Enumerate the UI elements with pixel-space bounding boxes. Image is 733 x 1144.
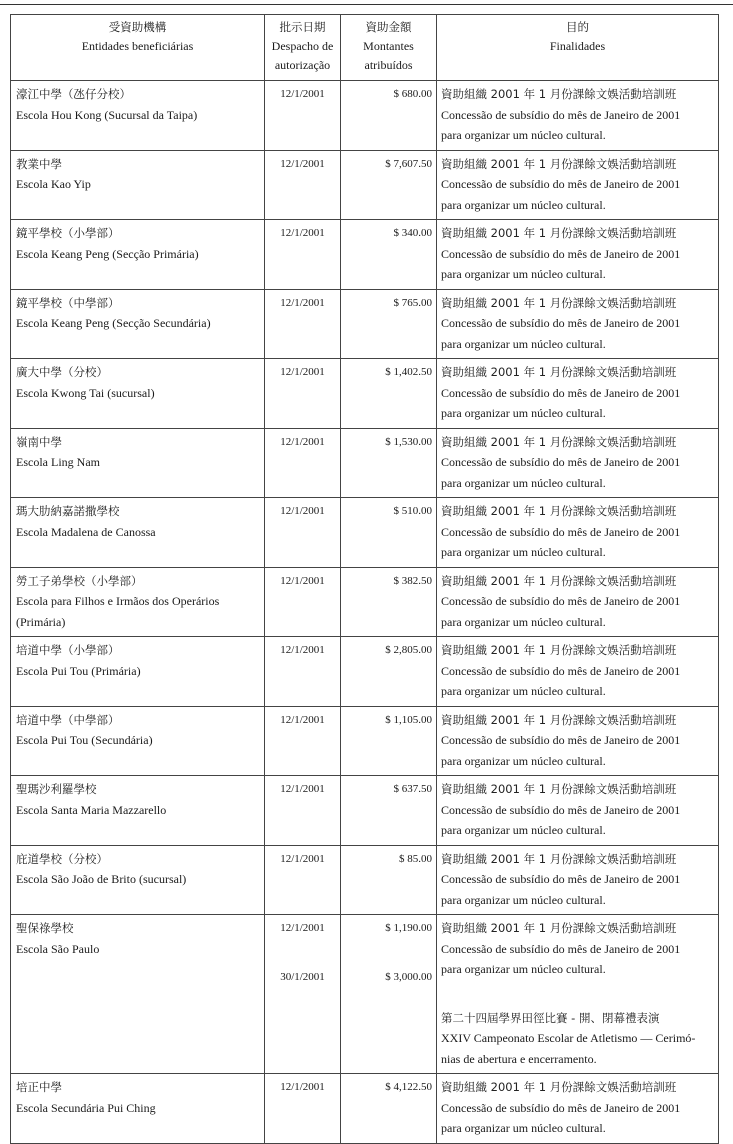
table-row [11, 776, 719, 846]
entity-cell [11, 428, 265, 498]
date-cell [265, 150, 341, 220]
entity-cell [11, 637, 265, 707]
amount-cell [341, 150, 437, 220]
purpose-zh: 資助組織 2001 年 1 月份課餘文娛活動培訓班 [441, 295, 677, 310]
purpose-pt-line2: para organizar um núcleo cultural. [441, 128, 606, 142]
header-date-zh: 批示日期 [279, 20, 326, 34]
date-cell [265, 359, 341, 429]
purpose-cell [437, 81, 719, 151]
subsidy-amount: $ 2,805.00 [385, 644, 432, 656]
purpose-zh: 資助組織 2001 年 1 月份課餘文娛活動培訓班 [441, 156, 677, 171]
header-amount-zh: 資助金額 [365, 20, 412, 34]
purpose-pt-line1: Concessão de subsídio do mês de Janeiro de 2001 [441, 1100, 681, 1115]
purpose-cell [437, 428, 719, 498]
purpose-cell [437, 845, 719, 915]
entity-name-zh: 培道中學（中學部） [16, 712, 120, 727]
authorization-date: 12/1/2001 [280, 88, 325, 100]
purpose-pt-line2: para organizar um núcleo cultural. [441, 684, 606, 698]
authorization-date-2: 30/1/2001 [280, 970, 325, 983]
table-row [11, 498, 719, 568]
entity-name-zh: 勞工子弟學校（小學部） [16, 573, 143, 588]
subsidy-amount: $ 680.00 [393, 88, 432, 100]
purpose-pt-line1: Concessão de subsídio do mês de Janeiro de 2001 [441, 524, 681, 539]
authorization-date: 12/1/2001 [280, 366, 325, 378]
table-row [11, 706, 719, 776]
header-amount-pt1: Montantes [363, 39, 414, 53]
purpose-pt-line1: Concessão de subsídio do mês de Janeiro de 2001 [441, 594, 681, 608]
page-top-rule [0, 4, 733, 5]
entity-name-zh: 瑪大肋納嘉諾撒學校 [16, 504, 120, 518]
purpose-zh: 資助組織 2001 年 1 月份課餘文娛活動培訓班 [441, 851, 677, 866]
purpose-pt-line1: Concessão de subsídio do mês de Janeiro de 2001 [441, 872, 681, 886]
purpose-zh: 資助組織 2001 年 1 月份課餘文娛活動培訓班 [441, 712, 677, 727]
purpose-cell [437, 150, 719, 220]
amount-cell [341, 567, 437, 637]
purpose-zh: 資助組織 2001 年 1 月份課餘文娛活動培訓班 [441, 643, 677, 657]
purpose-pt-line2: para organizar um núcleo cultural. [441, 545, 606, 559]
entity-name-pt: Escola Pui Tou (Primária) [16, 663, 141, 678]
amount-cell [341, 81, 437, 151]
header-purpose-pt: Finalidades [549, 39, 606, 53]
entity-cell [11, 498, 265, 568]
date-cell [265, 1074, 341, 1144]
purpose-cell [437, 498, 719, 568]
purpose-2-pt-line1: XXIV Campeonato Escolar de Atletismo — Cerimó- [441, 1031, 696, 1045]
subsidy-amount: $ 1,190.00 [385, 922, 432, 934]
purpose-pt-line1: Concessão de subsídio do mês de Janeiro de 2001 [441, 455, 681, 469]
purpose-pt-line1: Concessão de subsídio do mês de Janeiro de 2001 [441, 246, 681, 261]
entity-name-pt: Escola Hou Kong (Sucursal da Taipa) [16, 107, 198, 122]
entity-name-zh: 培正中學 [16, 1080, 62, 1094]
entity-name-pt: Escola Keang Peng (Secção Primária) [16, 246, 199, 261]
subsidy-amount: $ 1,530.00 [385, 435, 432, 448]
amount-cell [341, 845, 437, 915]
header-purpose-zh: 目的 [566, 20, 589, 34]
header-entity [11, 15, 265, 81]
table-row [11, 289, 719, 359]
purpose-zh: 資助組織 2001 年 1 月份課餘文娛活動培訓班 [441, 365, 677, 379]
spacer [441, 980, 716, 1008]
purpose-pt-line1: Concessão de subsídio do mês de Janeiro de 2001 [441, 177, 681, 191]
date-cell [265, 706, 341, 776]
purpose-cell [437, 220, 719, 290]
entity-cell [11, 150, 265, 220]
spacer [343, 939, 432, 967]
entity-cell [11, 81, 265, 151]
purpose-pt-line1: Concessão de subsídio do mês de Janeiro de 2001 [441, 316, 681, 330]
subsidy-amount: $ 382.50 [393, 574, 432, 587]
entity-name-pt: Escola Ling Nam [16, 455, 100, 469]
entity-name-pt: Escola Pui Tou (Secundária) [16, 733, 153, 747]
purpose-2-zh: 第二十四屆學界田徑比賽 - 開、閉幕禮表演 [441, 1010, 660, 1025]
purpose-pt-line2: para organizar um núcleo cultural. [441, 1121, 606, 1135]
amount-cell [341, 776, 437, 846]
purpose-pt-line1: Concessão de subsídio do mês de Janeiro de 2001 [441, 107, 681, 122]
entity-name-zh: 嶺南中學 [16, 434, 62, 449]
entity-cell [11, 776, 265, 846]
table-row [11, 220, 719, 290]
purpose-cell [437, 289, 719, 359]
table-row [11, 428, 719, 498]
purpose-zh: 資助組織 2001 年 1 月份課餘文娛活動培訓班 [441, 504, 677, 518]
entity-name-pt: Escola Secundária Pui Ching [16, 1100, 156, 1115]
authorization-date: 12/1/2001 [280, 644, 325, 656]
amount-cell [341, 498, 437, 568]
entity-name-zh: 濠江中學（氹仔分校） [16, 87, 131, 101]
table-row [11, 637, 719, 707]
header-date-pt2: autorização [274, 58, 331, 72]
date-cell [265, 220, 341, 290]
entity-name-pt: Escola Keang Peng (Secção Secundária) [16, 316, 211, 330]
date-cell [265, 915, 341, 1074]
purpose-pt-line2: para organizar um núcleo cultural. [441, 962, 606, 976]
entity-name-zh: 廣大中學（分校） [16, 365, 108, 379]
purpose-pt-line2: para organizar um núcleo cultural. [441, 406, 606, 420]
entity-name-pt: Escola São João de Brito (sucursal) [16, 872, 187, 886]
entity-name-pt: Escola Madalena de Canossa [16, 524, 156, 539]
amount-cell [341, 915, 437, 1074]
header-date-pt1: Despacho de [271, 39, 334, 53]
entity-name-pt: Escola para Filhos e Irmãos dos Operários (Primária) [16, 594, 220, 629]
amount-cell [341, 220, 437, 290]
amount-cell [341, 289, 437, 359]
amount-cell [341, 359, 437, 429]
authorization-date: 12/1/2001 [280, 922, 325, 934]
subsidy-amount: $ 4,122.50 [385, 1081, 432, 1093]
date-cell [265, 498, 341, 568]
entity-cell [11, 1074, 265, 1144]
authorization-date: 12/1/2001 [280, 852, 325, 865]
authorization-date: 12/1/2001 [280, 227, 325, 239]
entity-cell [11, 220, 265, 290]
subsidy-amount: $ 340.00 [393, 227, 432, 239]
authorization-date: 12/1/2001 [280, 574, 325, 587]
date-cell [265, 428, 341, 498]
entity-name-zh: 聖保祿學校 [16, 921, 74, 935]
subsidy-amount: $ 765.00 [393, 296, 432, 309]
authorization-date: 12/1/2001 [280, 783, 325, 795]
table-row [11, 845, 719, 915]
table-row [11, 1074, 719, 1144]
table-row [11, 567, 719, 637]
subsidy-amount: $ 7,607.50 [385, 157, 432, 170]
purpose-pt-line2: para organizar um núcleo cultural. [441, 753, 606, 768]
date-cell [265, 289, 341, 359]
subsidy-table [10, 14, 719, 1144]
purpose-zh: 資助組織 2001 年 1 月份課餘文娛活動培訓班 [441, 87, 677, 101]
purpose-cell [437, 915, 719, 1074]
purpose-cell [437, 359, 719, 429]
purpose-zh: 資助組織 2001 年 1 月份課餘文娛活動培訓班 [441, 921, 677, 935]
purpose-cell [437, 706, 719, 776]
entity-name-zh: 鏡平學校（小學部） [16, 226, 120, 240]
header-purpose [437, 15, 719, 81]
authorization-date: 12/1/2001 [280, 505, 325, 517]
amount-cell [341, 428, 437, 498]
purpose-zh: 資助組織 2001 年 1 月份課餘文娛活動培訓班 [441, 434, 677, 449]
date-cell [265, 776, 341, 846]
entity-name-zh: 教業中學 [16, 156, 62, 171]
subsidy-amount: $ 510.00 [393, 505, 432, 517]
table-row [11, 359, 719, 429]
purpose-cell [437, 637, 719, 707]
entity-cell [11, 359, 265, 429]
entity-cell [11, 289, 265, 359]
table-header-row [11, 15, 719, 81]
header-date [265, 15, 341, 81]
purpose-pt-line2: para organizar um núcleo cultural. [441, 823, 606, 837]
spacer [267, 939, 338, 967]
subsidy-amount: $ 1,105.00 [385, 713, 432, 726]
purpose-pt-line1: Concessão de subsídio do mês de Janeiro de 2001 [441, 663, 681, 678]
authorization-date: 12/1/2001 [280, 435, 325, 448]
subsidy-amount: $ 85.00 [399, 852, 432, 865]
purpose-zh: 資助組織 2001 年 1 月份課餘文娛活動培訓班 [441, 226, 677, 240]
entity-name-zh: 聖瑪沙利羅學校 [16, 782, 97, 796]
date-cell [265, 845, 341, 915]
authorization-date: 12/1/2001 [280, 1081, 325, 1093]
entity-name-pt: Escola Kwong Tai (sucursal) [16, 385, 155, 400]
entity-name-zh: 培道中學（小學部） [16, 643, 120, 657]
authorization-date: 12/1/2001 [280, 713, 325, 726]
purpose-pt-line2: para organizar um núcleo cultural. [441, 614, 606, 629]
authorization-date: 12/1/2001 [280, 296, 325, 309]
entity-name-pt: Escola Kao Yip [16, 177, 91, 191]
purpose-cell [437, 776, 719, 846]
header-entity-zh: 受資助機構 [108, 20, 167, 34]
amount-cell [341, 706, 437, 776]
date-cell [265, 637, 341, 707]
purpose-pt-line1: Concessão de subsídio do mês de Janeiro de 2001 [441, 802, 681, 817]
purpose-pt-line1: Concessão de subsídio do mês de Janeiro de 2001 [441, 733, 681, 747]
subsidy-amount: $ 637.50 [393, 783, 432, 795]
header-entity-pt: Entidades beneficiárias [81, 39, 194, 53]
purpose-2-pt-line2: nias de abertura e encerramento. [441, 1051, 597, 1066]
purpose-pt-line2: para organizar um núcleo cultural. [441, 336, 606, 351]
purpose-pt-line2: para organizar um núcleo cultural. [441, 267, 606, 281]
entity-cell [11, 915, 265, 1074]
subsidy-amount-2: $ 3,000.00 [385, 970, 432, 983]
header-amount [341, 15, 437, 81]
purpose-zh: 資助組織 2001 年 1 月份課餘文娛活動培訓班 [441, 573, 677, 588]
purpose-cell [437, 1074, 719, 1144]
purpose-cell [437, 567, 719, 637]
header-amount-pt2: atribuídos [364, 58, 413, 72]
entity-name-pt: Escola Santa Maria Mazzarello [16, 802, 167, 817]
entity-cell [11, 567, 265, 637]
purpose-pt-line2: para organizar um núcleo cultural. [441, 475, 606, 490]
date-cell [265, 81, 341, 151]
table-row [11, 81, 719, 151]
entity-name-pt: Escola São Paulo [16, 941, 100, 956]
authorization-date: 12/1/2001 [280, 157, 325, 170]
entity-name-zh: 庇道學校（分校） [16, 851, 108, 866]
purpose-pt-line1: Concessão de subsídio do mês de Janeiro de 2001 [441, 385, 681, 400]
table-row [11, 915, 719, 1074]
entity-cell [11, 845, 265, 915]
purpose-zh: 資助組織 2001 年 1 月份課餘文娛活動培訓班 [441, 782, 677, 796]
date-cell [265, 567, 341, 637]
purpose-pt-line2: para organizar um núcleo cultural. [441, 892, 606, 907]
amount-cell [341, 637, 437, 707]
purpose-pt-line2: para organizar um núcleo cultural. [441, 197, 606, 212]
amount-cell [341, 1074, 437, 1144]
entity-cell [11, 706, 265, 776]
subsidy-amount: $ 1,402.50 [385, 366, 432, 378]
table-row [11, 150, 719, 220]
purpose-pt-line1: Concessão de subsídio do mês de Janeiro de 2001 [441, 941, 681, 956]
entity-name-zh: 鏡平學校（中學部） [16, 295, 120, 310]
purpose-zh: 資助組織 2001 年 1 月份課餘文娛活動培訓班 [441, 1080, 677, 1094]
